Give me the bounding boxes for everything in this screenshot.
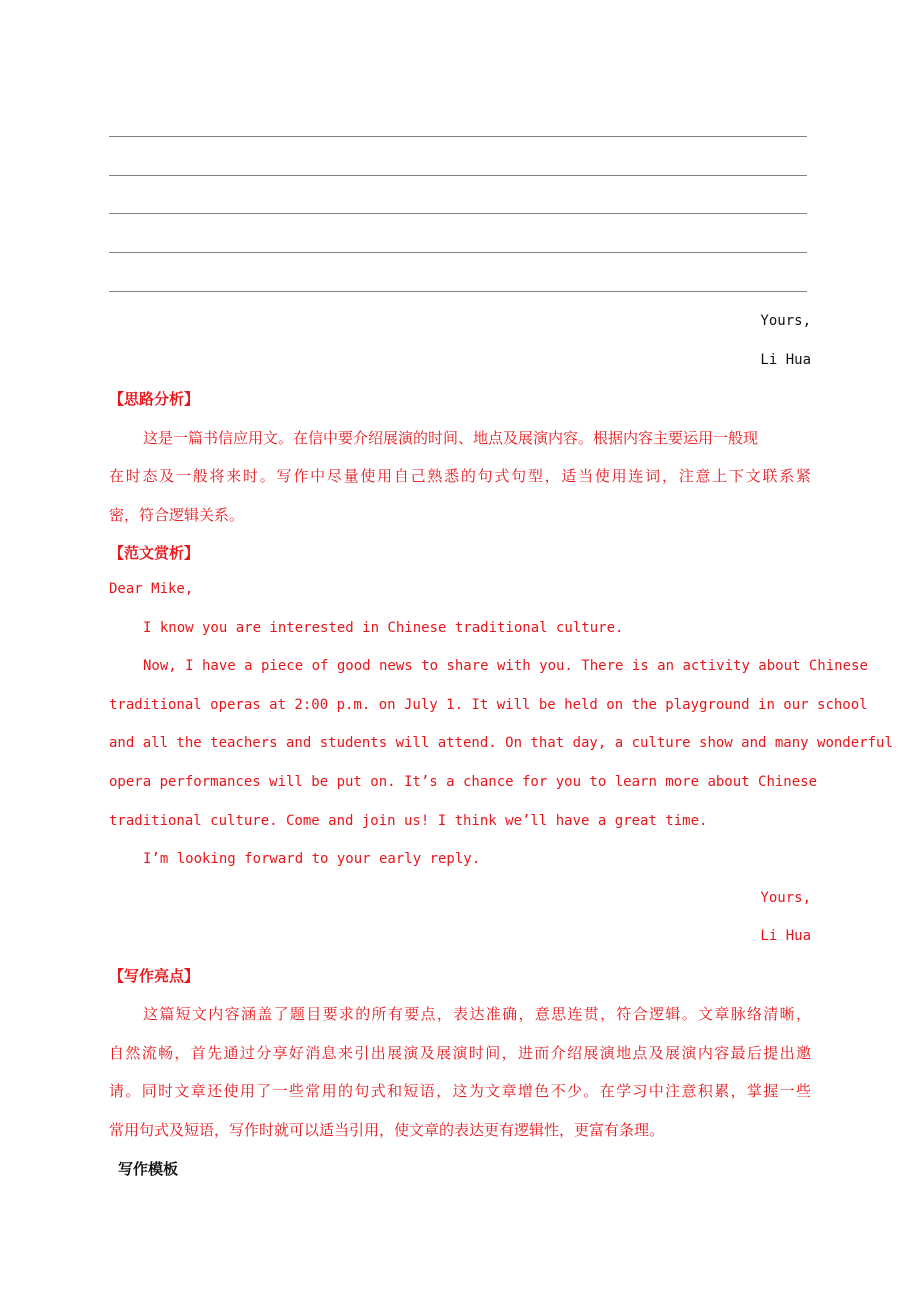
analysis-line-2: 在时态及一般将来时。写作中尽量使用自己熟悉的句式句型，适当使用连词，注意上下文联系紧	[109, 467, 811, 485]
analysis-line-3: 密，符合逻辑关系。	[109, 506, 245, 524]
highlights-line-3: 请。同时文章还使用了一些常用的句式和短语，这为文章增色不少。在学习中注意积累，掌握一些	[109, 1082, 811, 1100]
answer-line-3	[109, 213, 807, 214]
sample-salutation: Dear Mike,	[109, 581, 194, 597]
highlights-line-1: 这篇短文内容涵盖了题目要求的所有要点，表达准确，意思连贯，符合逻辑。文章脉络清晰，	[143, 1005, 811, 1023]
sample-closing: Yours,	[760, 890, 811, 906]
sample-line-5: opera performances will be put on. It’s a chance for you to learn more about Chinese	[109, 774, 818, 790]
sample-line-7: I’m looking forward to your early reply.	[143, 851, 481, 867]
highlights-line-4: 常用句式及短语，写作时就可以适当引用，使文章的表达更有逻辑性，更富有条理。	[109, 1121, 665, 1139]
sample-line-4: and all the teachers and students will attend. On that day, a culture show and many wonderful	[109, 735, 893, 751]
closing-top: Yours,	[760, 313, 811, 329]
sample-line-1: I know you are interested in Chinese traditional culture.	[143, 620, 624, 636]
template-heading: 写作模板	[118, 1160, 179, 1178]
sample-signature: Li Hua	[760, 928, 811, 944]
sample-heading: 【范文赏析】	[109, 544, 200, 562]
analysis-heading: 【思路分析】	[109, 390, 200, 408]
signature-top: Li Hua	[760, 352, 811, 368]
highlights-line-2: 自然流畅，首先通过分享好消息来引出展演及展演时间，进而介绍展演地点及展演内容最后提出邀	[109, 1044, 811, 1062]
sample-line-2: Now, I have a piece of good news to share with you. There is an activity about Chinese	[143, 658, 868, 674]
highlights-heading: 【写作亮点】	[109, 967, 200, 985]
answer-line-2	[109, 175, 807, 176]
sample-line-6: traditional culture. Come and join us! I think we’ll have a great time.	[109, 813, 708, 829]
sample-line-3: traditional operas at 2:00 p.m. on July 1. It will be held on the playground in our school	[109, 697, 868, 713]
answer-line-5	[109, 291, 807, 292]
answer-line-1	[109, 136, 807, 137]
analysis-line-1: 这是一篇书信应用文。在信中要介绍展演的时间、地点及展演内容。根据内容主要运用一般现	[143, 429, 759, 447]
answer-line-4	[109, 252, 807, 253]
